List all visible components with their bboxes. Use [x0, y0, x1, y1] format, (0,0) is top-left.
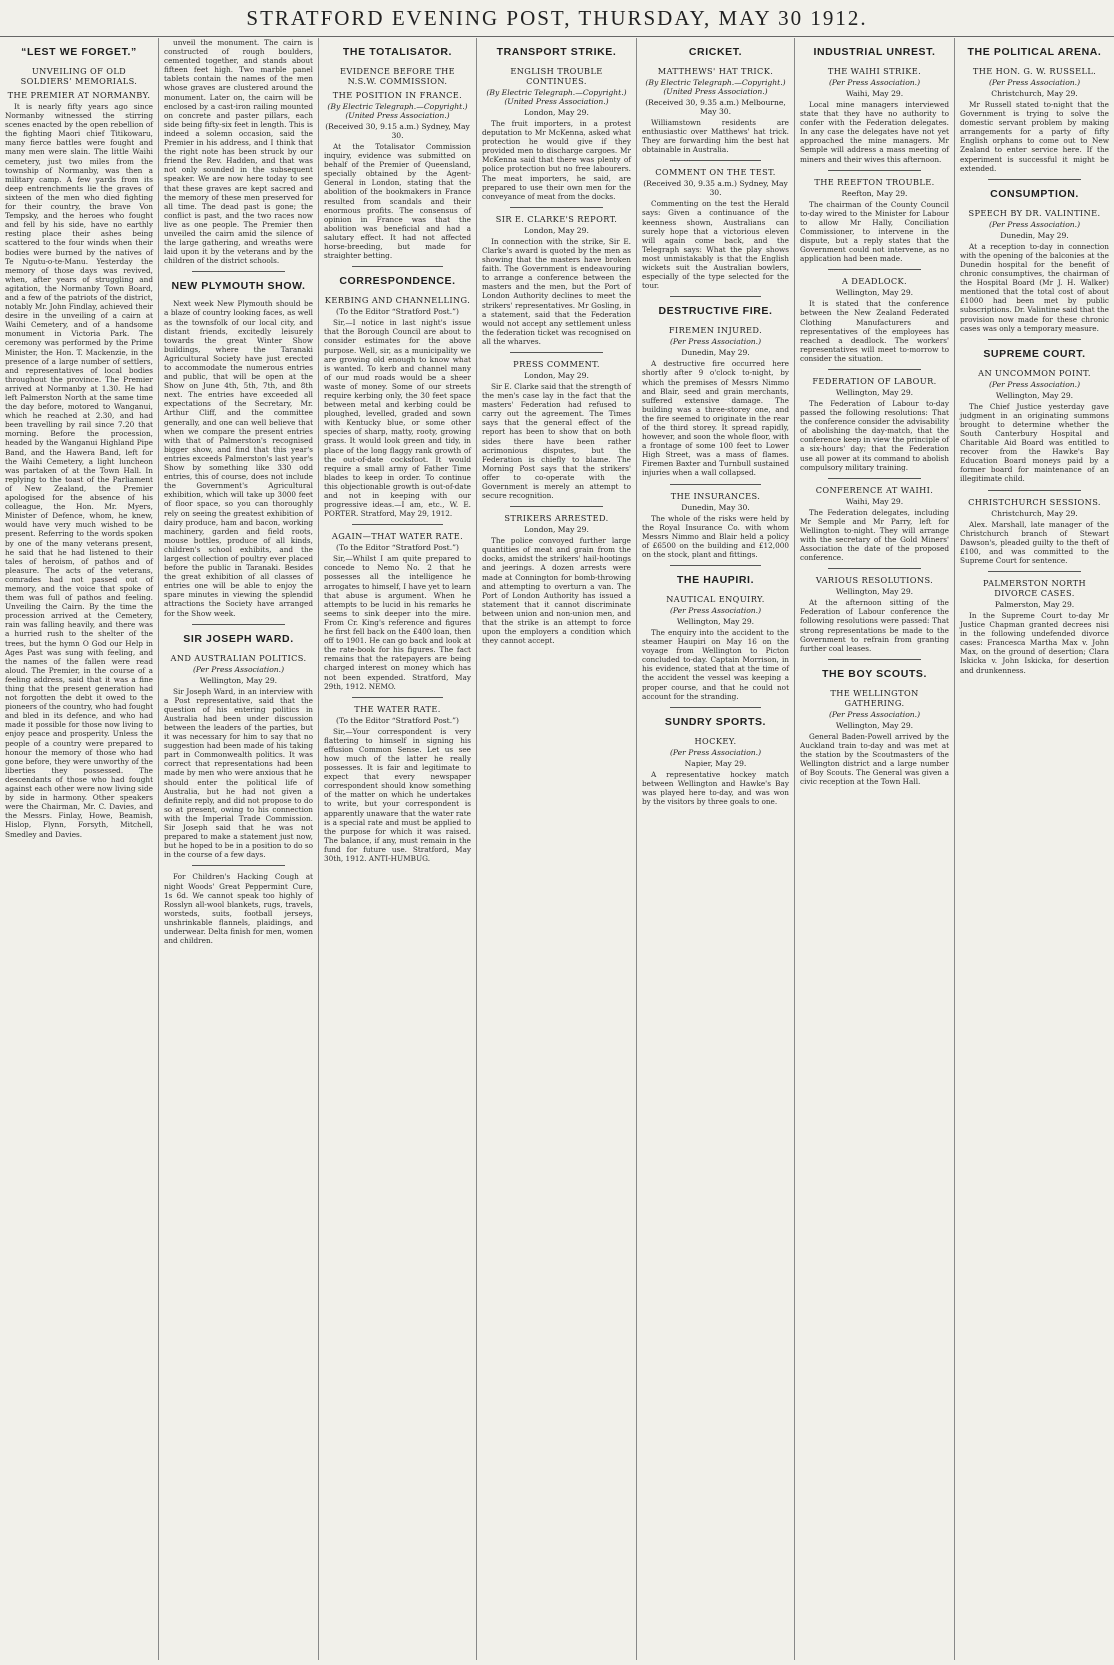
article [800, 376, 949, 472]
article [800, 276, 949, 363]
column-7 [954, 38, 1114, 1660]
article-body: Local mine managers interviewed state that they have no authority to confer with the Federation delegates. In any case the delegates have not yet approached the mine managers. Mr Semple will address a mass meeting of miners and their wives this afternoon. [800, 100, 949, 164]
divider [670, 707, 761, 708]
dateline: Christchurch, May 29. [991, 508, 1078, 518]
dateline: Dunedin, May 30. [681, 502, 750, 512]
dateline: (Received 30, 9.15 a.m.) Sydney, May 30. [325, 122, 470, 140]
divider [352, 266, 443, 267]
article [800, 485, 949, 563]
article-body: The fruit importers, in a protest deputation to Mr McKenna, asked what protection he would give if they provided men to discharge cargoes. Mr McKenna said that there was plenty of police protection but no free labourers. The meat importers, he said, are prepared to use their own men for the conveyance of meat from the docks. [482, 119, 631, 201]
article-body: The chairman of the County Council to-day wired to the Minister for Labour to allow Mr Hally, Conciliation Commissioner, to intervene in the dispute, but a reply states that the Government could not intervene, as no application had been made. [800, 199, 949, 264]
article [642, 167, 789, 290]
article-body: Williamstown residents are enthusiastic over Matthews' hat trick. They are forwarding him the best hat obtainable in Australia. [642, 118, 789, 155]
article-subheading: UNVEILING OF OLD SOLDIERS’ MEMORIALS. [20, 66, 138, 86]
article-headline: SUPREME COURT. [983, 347, 1086, 360]
article [164, 872, 313, 945]
dateline: (To the Editor “Stratford Post.”) [336, 543, 459, 553]
article-subheading: CONFERENCE AT WAIHI. [815, 484, 934, 495]
article [800, 668, 949, 787]
article-subheading: CHRISTCHURCH SESSIONS. [968, 496, 1101, 507]
article-headline: THE BOY SCOUTS. [821, 667, 928, 680]
article [800, 177, 949, 264]
article [800, 575, 949, 653]
dateline: (To the Editor “Stratford Post.”) [336, 307, 459, 317]
dateline: Palmerston, May 29. [994, 600, 1075, 609]
divider [828, 659, 921, 660]
article-subheading: PALMERSTON NORTH DIVORCE CASES. [982, 578, 1087, 598]
divider [192, 865, 285, 866]
article-body: At a reception to-day in connection with the opening of the balconies at the Dunedin hospital for the benefit of chronic consumptives, the chairman of the Hospital Board (Mr J. H. Walker) mentioned that the total cost of about £1000 had been met by public subscriptions. Dr. Valintine said that the provision now made for these chronic cases was only a temporary measure. [960, 241, 1109, 333]
article-subheading: FEDERATION OF LABOUR. [812, 375, 937, 386]
article [482, 214, 631, 346]
dateline: Wellington, May 29. [835, 720, 914, 730]
dateline: London, May 29. [524, 108, 589, 117]
divider [988, 339, 1081, 340]
article-body: Commenting on the test the Herald says: Given a continuance of the keenness shown, Australians can surely hope that a victorious eleven will again come back, and the Telegraph says: What the play shows most unmistakably is that the English wickets suit the Australian bowlers, especially of the type selected for the tour. [642, 199, 789, 291]
article [960, 348, 1109, 484]
article-subheading: THE PREMIER AT NORMANBY. [7, 90, 151, 100]
divider [192, 271, 285, 272]
article-body: Sir,—Whilst I am quite prepared to concede to Nemo No. 2 that he possesses all the intelligence he arrogates to himself, I have yet to learn that abuse is argument. When he attempts to be lucid in his remarks he seems to sink deeper into the mire. From Cr. King's reference and figures he first fell back on the £400 loan, then off to 1901. He can go back and look at the rate-book for his figures. The fact remains that the ratepayers are being charged interest on money which has not been expended. Stratford, May 29th, 1912. NEMO. [324, 554, 471, 691]
article-headline: CORRESPONDENCE. [339, 275, 456, 288]
article-headline: NEW PLYMOUTH SHOW. [171, 280, 306, 293]
divider [988, 490, 1081, 491]
article-body: A representative hockey match between Wellington and Hawke's Bay was played here to-day, and was won by the visitors by three goals to one. [642, 769, 789, 807]
article-subheading: HOCKEY. [694, 735, 737, 746]
press-credit: (Per Press Association.) [669, 606, 762, 615]
divider [670, 484, 761, 485]
article-body: Sir Joseph Ward, in an interview with a Post representative, said that the question of his entering politics in Australia had been under discussion between the leaders of the parties, but it was necessary for him to say that no suggestion had been made of his taking part in Commonwealth politics. It was correct that representations had been made by men who were anxious that he should enter the political life of Australia, but he had not given a definite reply, and did not propose to do so at present, owing to his connection with the Imperial Trade Commission. Sir Joseph said that he was not prepared to make a statement just now, but he hoped to be in a position to do so in the course of a few days. [164, 686, 313, 860]
divider [828, 170, 921, 171]
press-credit: (Per Press Association.) [669, 337, 762, 347]
divider [192, 624, 285, 625]
article-body: Mr Russell stated to-night that the Government is trying to solve the domestic servant problem by making arrangements for a party of fifty English orphans to come out to New Zealand to enter service here. If the experiment is successful it might be extended. [960, 100, 1109, 173]
article-headline: TRANSPORT STRIKE. [496, 46, 617, 58]
article [164, 38, 313, 265]
dateline: Waihi, May 29. [845, 89, 904, 98]
article-subheading: AGAIN—THAT WATER RATE. [331, 531, 464, 542]
dateline: Dunedin, May 29. [681, 348, 750, 358]
divider [828, 369, 921, 370]
article-body: It is nearly fifty years ago since Normanby witnessed the stirring scenes enacted by the open rebellion of the fighting Maori chief Titikowaru, many fierce battles were fought and many men were slain. The little Waihi cemetery, just two miles from the township of Normanby, was then a military camp. A few yards from its deep entrenchments lie the graves of sixteen of the men who died fighting for their country, the brave Von Tempsky, and the heroes who fought and fell by his side, have no earthly resting place their ashes being scattered to the four winds when their bodies were burned by the natives of Te Ngutu-o-te-Manu. Yesterday the memory of those days was revived, when, after years of struggling and agitation, the Normanby Town Board, and a few of the patriots of the district, notably Mr. John Findlay, achieved their desire in the unveiling of a cairn at Waihi Cemetery, and of a handsome monument in Victoria Park. The ceremony was performed by the Prime Minister, the Hon. T. Mackenzie, in the presence of a large number of settlers, and representatives of local bodies throughout the province. The Premier arrived at Normanby at 1.30. He had left Palmerston North at the same time the day before, motored to Wanganui, which he reached at 2.30, and had been travelling by rail since 7.20 that morning. Before the procession, headed by the Wanganui Highland Pipe Band, and the Hawera Band, left for the Waihi Cemetery, a light luncheon was partaken of at the Town Hall. In replying to the toast of the Parliament of New Zealand, the Premier apologised for the absence of his colleague, the Hon. Mr. Myers, Minister of Defence, whom, he knew, would have very much wished to be present. Referring to the words spoken by one of the many veterans present, he said that he had listened to their tales of heroism, of pathos and of pleasure. The acts of the veterans, comrades had not passed out of memory, and the voice that spoke of them was full of pathos and feeling. Unveiling the Cairn. By the time the procession arrived at the Cemetery, rain was falling heavily, and there was a hurried rush to the shelter of the trees, but the hymn O God our Help in Ages Past was sung with feeling, and the names of the fallen were read aloud. The Premier, in the course of a feeling address, said that it was a fine thing that the present generation had not forgotten the debt it owed to the pioneers of the country, who had fought and bled in its defence, and who had made it possible for those now living to enjoy peace and prosperity. Unless the people of a country were prepared to honour the memory of those who had gone before, they were unworthy of the liberties they possessed. The descendants of those who had fought against each other were now living side by side in harmony. Other speakers were the Chairman, Mr. C. Davies, and the Messrs. Finlay, Howe, Beamish, Hislop, Flynn, Forsyth, Mitchell, Smedley and Davies. [5, 102, 153, 839]
press-credit: (Per Press Association.) [828, 709, 921, 719]
article-subheading: THE POSITION IN FRANCE. [332, 90, 463, 100]
article-subheading: THE WATER RATE. [354, 703, 441, 714]
column-6 [794, 38, 954, 1660]
article-body: unveil the monument. The cairn is constructed of rough boulders, cemented together, and stands about fifteen feet high. Two marble panel tablets contain the names of the men whose graves are clustered around the monument. Later on, the cairn will be enclosed by a cast-iron railing mounted on concrete and paster pillars, each side being fifty-six feet in length. This is indeed a solemn occasion, said the Premier in his address, and I think that the right note has been struck by our friend the Rev. Hadden, and that was not only sounded in the subsequent speaker. We are now here today to see that these graves are kept sacred and the memory of these men preserved for all time. The dead past is gone; the conflict is past, and the two races now live as one people. The Premier then unveiled the cairn amid the silence of the large gathering, and wreaths were laid upon it by the veterans and by the children of the district schools. [164, 38, 313, 266]
article-body: For Children's Hacking Cough at night Woods' Great Peppermint Cure, 1s 6d. We cannot speak too highly of Rosslyn all-wool blankets, rugs, travels, worsteds, suits, football jerseys, unshrinkable flannels, plaidings, and underwear. Delta finish for men, women and children. [164, 872, 313, 946]
divider [988, 571, 1081, 572]
dateline: Wellington, May 29. [995, 390, 1074, 400]
article-headline: CONSUMPTION. [990, 187, 1079, 200]
article [642, 716, 789, 806]
dateline: Reefton, May 29. [841, 188, 908, 198]
article-subheading: THE WELLINGTON GATHERING. [830, 687, 919, 708]
column-3 [318, 38, 476, 1660]
article-headline: INDUSTRIAL UNREST. [813, 46, 936, 58]
article-subheading: AN UNCOMMON POINT. [978, 367, 1091, 378]
dateline: London, May 29. [524, 225, 589, 235]
article-body: At the Totalisator Commission inquiry, evidence was submitted on behalf of the Premier of Queensland, specially obtained by the Agent-General in London, stating that the abolition of the bookmakers in France resulted from scandals and their enormous profits. The consensus of opinion in France was that the abolition was beneficial and had a salutary effect. It had not affected horse-breeding, but made for straighter betting. [324, 142, 471, 261]
article-body: A destructive fire occurred here shortly after 9 o'clock to-night, by which the premises of Messrs Nimmo and Blair, seed and grain merchants, suffered extensive damage. The building was a three-storey one, and the fire seemed to originate in the rear of the third storey. It spread rapidly, however, and soon the whole floor, with a frontage of some 100 feet to Lower High Street, was a mass of flames. Firemen Baxter and Turnbull sustained injuries when a wall collapsed. [642, 359, 789, 478]
article-body: Sir E. Clarke said that the strength of the men's case lay in the fact that the masters' Federation had refused to carry out the agreement. The Times says that the general effect of the report has been to show that on both sides there have been rather acrimonious disputes, but the Federation is chiefly to blame. The Morning Post says that the strikers' offer to co-operate with the Government is merely an attempt to secure recognition. [482, 381, 631, 501]
column-1 [0, 38, 158, 1660]
article-body: The Federation delegates, including Mr Semple and Mr Parry, left for Wellington to-night. They will arrange with the secretary of the Gold Miners' Association the date of the proposed conference. [800, 507, 949, 563]
divider [352, 697, 443, 698]
article-subheading: SIR E. CLARKE'S REPORT. [495, 213, 618, 224]
article-subheading: COMMENT ON THE TEST. [655, 167, 776, 178]
press-credit: (By Electric Telegraph.—Copyright.) (United Press Association.) [486, 88, 627, 106]
article [800, 46, 949, 164]
article-subheading: THE REEFTON TROUBLE. [814, 176, 935, 187]
article [960, 46, 1109, 173]
article-headline: CRICKET. [688, 46, 743, 58]
dateline: Dunedin, May 29. [1000, 230, 1069, 240]
article-headline: SIR JOSEPH WARD. [183, 632, 294, 645]
article-subheading: KERBING AND CHANNELLING. [324, 295, 471, 306]
article-headline: THE TOTALISATOR. [342, 46, 453, 58]
article-subheading: THE INSURANCES. [670, 490, 761, 501]
divider [828, 568, 921, 569]
article-body: Sir,—I notice in last night's issue that the Borough Council are about to consider estimates for the above purpose. Well, sir, as a municipality we are growing old enough to know what is wanted. To kerb and channel many of our mud roads would be a sheer waste of money. Some of our streets require kerbing only, the 30 feet space between metal and kerbing could be ploughed, levelled, graded and sown with Kentucky blue, or some other species of sharp, matty, rooty, growing grass. It would look green and tidy, in place of the long flaggy rank growth of the out-of-date cocksfoot. It would require a small army of Father Time blades to keep in order. To continue this objectionable growth is out-of-date and not in keeping with our progressive ideas.—I am, etc., W. E. PORTER. Stratford, May 29, 1912. [324, 318, 471, 519]
divider [510, 352, 603, 353]
article [960, 578, 1109, 675]
article-body: At the afternoon sitting of the Federation of Labour conference the following resolutions were passed: That strong representations be made to the Government to refrain from granting further coal leases. [800, 598, 949, 653]
article [482, 359, 631, 500]
divider [352, 524, 443, 525]
article-headline: THE HAUPIRI. [676, 574, 755, 586]
article-subheading: PRESS COMMENT. [513, 358, 600, 369]
divider [510, 207, 603, 208]
article-body: The enquiry into the accident to the steamer Haupiri on May 16 on the voyage from Wellington to Picton concluded to-day. Captain Morrison, in his evidence, stated that at the time of the accident the vessel was keeping a proper course, and that he could not account for the stranding. [642, 628, 789, 701]
divider [828, 269, 921, 270]
divider [670, 565, 761, 566]
column-2 [158, 38, 318, 1660]
dateline: Wellington, May 29. [835, 288, 914, 298]
article [482, 46, 631, 201]
page-title: STRATFORD EVENING POST, THURSDAY, MAY 30 1912. [246, 6, 868, 30]
divider [670, 296, 761, 297]
dateline: London, May 29. [524, 525, 589, 535]
dateline: Wellington, May 29. [199, 675, 278, 685]
press-credit: (Per Press Association.) [988, 219, 1081, 229]
article-body: Alex. Marshall, late manager of the Christchurch branch of Stewart Dawson's, pleaded guilty to the theft of £100, and was committed to the Supreme Court for sentence. [960, 519, 1109, 565]
article [324, 46, 471, 260]
article-subheading: ENGLISH TROUBLE CONTINUES. [510, 66, 603, 86]
press-credit: (Per Press Association.) [988, 379, 1081, 389]
article-body: In the Supreme Court to-day Mr Justice Chapman granted decrees nisi in the following undefended divorce cases: Francesca Martha Max v. John Max, on the ground of desertion; Clara Iskicka v. John Iskicka, for desertion and drunkenness. [960, 611, 1109, 675]
article-subheading: MATTHEWS' HAT TRICK. [657, 66, 774, 76]
divider [988, 179, 1081, 180]
article [642, 491, 789, 559]
article-subheading: A DEADLOCK. [841, 276, 908, 287]
press-credit: (By Electric Telegraph.—Copyright.) (United Press Association.) [327, 102, 468, 120]
divider [670, 160, 761, 161]
article-body: General Baden-Powell arrived by the Auckland train to-day and was met at the station by the Scoutmasters of the Wellington district and a large number of Boy Scouts. The General was given a civic reception at the Town Hall. [800, 731, 949, 787]
article-headline: SUNDRY SPORTS. [664, 715, 767, 728]
article-subheading: THE WAIHI STRIKE. [827, 66, 922, 76]
article [642, 574, 789, 701]
dateline: London, May 29. [524, 370, 589, 380]
masthead [0, 0, 1114, 37]
article-body: The police convoyed further large quantities of meat and grain from the docks, amidst the strikers' hail-hootings and jeerings. A dozen arrests were made at Connington for bomb-throwing and attempting to overturn a van. The Port of London Authority has issued a statement that it cannot discriminate between union and non-union men, and that the strike is an attempt to force upon the employers a condition which they cannot accept. [482, 536, 631, 646]
article [642, 305, 789, 477]
article-body: The Federation of Labour to-day passed the following resolutions: That the conference consider the advisability of abolishing the day-match, that the conference keep in view the principle of a six-hours' day; that the Federation use all power at its command to abolish compulsory military training. [800, 398, 949, 472]
article-headline: “LEST WE FORGET.” [21, 46, 137, 58]
dateline: Wellington, May 29. [835, 587, 914, 597]
article-body: Sir,—Your correspondent is very flattering to himself in signing his effusion Common Sense. Let us see how much of the latter he really possesses. It is fair and legitimate to expect that every newspaper correspondent should know something of the matter on which he undertakes to write, but your correspondent is apparently unaware that the water rate is a special rate and must be applied to the purpose for which it was raised. The balance, if any, must remain in the fund for future use. Stratford, May 30th, 1912. ANTI-HUMBUG. [324, 726, 471, 863]
article-subheading: VARIOUS RESOLUTIONS. [815, 575, 934, 586]
article [960, 188, 1109, 333]
press-credit: (Per Press Association.) [192, 664, 285, 674]
article-body: Next week New Plymouth should be a blaze of country looking faces, as well as the townsfolk of our local city, and distant friends, excitedly leisurely towards the great Winter Show buildings, where the Taranaki Agricultural Society have just erected to accommodate the numerous entries and public, that will be open at the Show on June 4th, 5th, 7th, and 8th next. The entries have exceeded all expectations of the Secretary, Mr. Arthur Cliff, and the committee generally, and one can well believe that when we compare the present entries with that of Palmerston's recognised bigger show, and find that this year's entries exceeds Palmerston's last year's Show by something like 330 odd entries, this of course, does not include the Government's Agricultural exhibition, which will take up 3000 feet of floor space, so you can thoroughly rely on seeing the greatest exhibition of dairy produce, ham and bacon, working machinery, garden and field roots, mouse bottles, produce of all kinds, children's school exhibits, and the largest collection of poultry ever placed before the public in Taranaki. Besides the great exhibition of all classes of entries one will be able to enjoy the spare minutes in viewing the splendid attractions the Society have arranged for the Show week. [164, 299, 313, 618]
article [482, 513, 631, 645]
dateline: (Received 30, 9.35 a.m.) Melbourne, May 30. [645, 98, 786, 116]
dateline: Napier, May 29. [684, 758, 747, 768]
article-subheading: THE HON. G. W. RUSSELL. [972, 66, 1097, 76]
article-headline: THE POLITICAL ARENA. [967, 46, 1102, 58]
article-subheading: EVIDENCE BEFORE THE N.S.W. COMMISSION. [340, 66, 455, 86]
press-credit: (Per Press Association.) [669, 747, 762, 757]
divider [828, 478, 921, 479]
divider [510, 506, 603, 507]
article-body: The whole of the risks were held by the Royal Insurance Co. with whom Messrs Nimmo and Blair held a policy of £6500 on the building and £12,000 on the stock, plant and fittings. [642, 513, 789, 559]
article-headline: DESTRUCTIVE FIRE. [658, 305, 773, 318]
article-subheading: NAUTICAL ENQUIRY. [666, 594, 765, 604]
article [960, 497, 1109, 565]
dateline: Christchurch, May 29. [991, 89, 1078, 98]
article-subheading: STRIKERS ARRESTED. [504, 513, 609, 524]
article-body: In connection with the strike, Sir E. Clarke's award is quoted by the men as showing that the masters have broken faith. The Government is endeavouring to arrange a conference between the masters and the men, but the Port of London Authority declines to meet the strikers' representatives. Mr Gosling, in a statement, said that the Federation would not accept any settlement unless the federation ticket was recognised on all the wharves. [482, 236, 631, 346]
dateline: (To the Editor “Stratford Post.”) [336, 715, 459, 725]
article [642, 46, 789, 154]
press-credit: (Per Press Association.) [988, 78, 1081, 87]
dateline: (Received 30, 9.35 a.m.) Sydney, May 30. [643, 179, 788, 198]
article-subheading: AND AUSTRALIAN POLITICS. [170, 652, 307, 663]
article-body: The Chief Justice yesterday gave judgment in an originating summons brought to determine whether the South Canterbury Hospital and Charitable Aid Board was entitled to recover from the Hawke's Bay Education Board moneys paid by a former board for maintenance of an illegitimate child. [960, 401, 1109, 484]
dateline: Wellington, May 29. [835, 387, 914, 397]
press-credit: (Per Press Association.) [828, 78, 921, 87]
article [324, 275, 471, 518]
article [164, 633, 313, 860]
article-subheading: FIREMEN INJURED. [668, 325, 763, 336]
article [5, 46, 153, 839]
column-4 [476, 38, 636, 1660]
article [324, 704, 471, 863]
column-5 [636, 38, 794, 1660]
dateline: Wellington, May 29. [676, 617, 755, 626]
article-body: It is stated that the conference between the New Zealand Federated Clothing Manufacturers and representatives of the employees has reached a deadlock. The workers' representatives will meet to-morrow to consider the situation. [800, 299, 949, 363]
article-subheading: SPEECH BY DR. VALINTINE. [968, 207, 1101, 218]
dateline: Waihi, May 29. [845, 496, 904, 506]
press-credit: (By Electric Telegraph.—Copyright.) (United Press Association.) [645, 78, 786, 96]
article [164, 280, 313, 617]
article [324, 531, 471, 690]
